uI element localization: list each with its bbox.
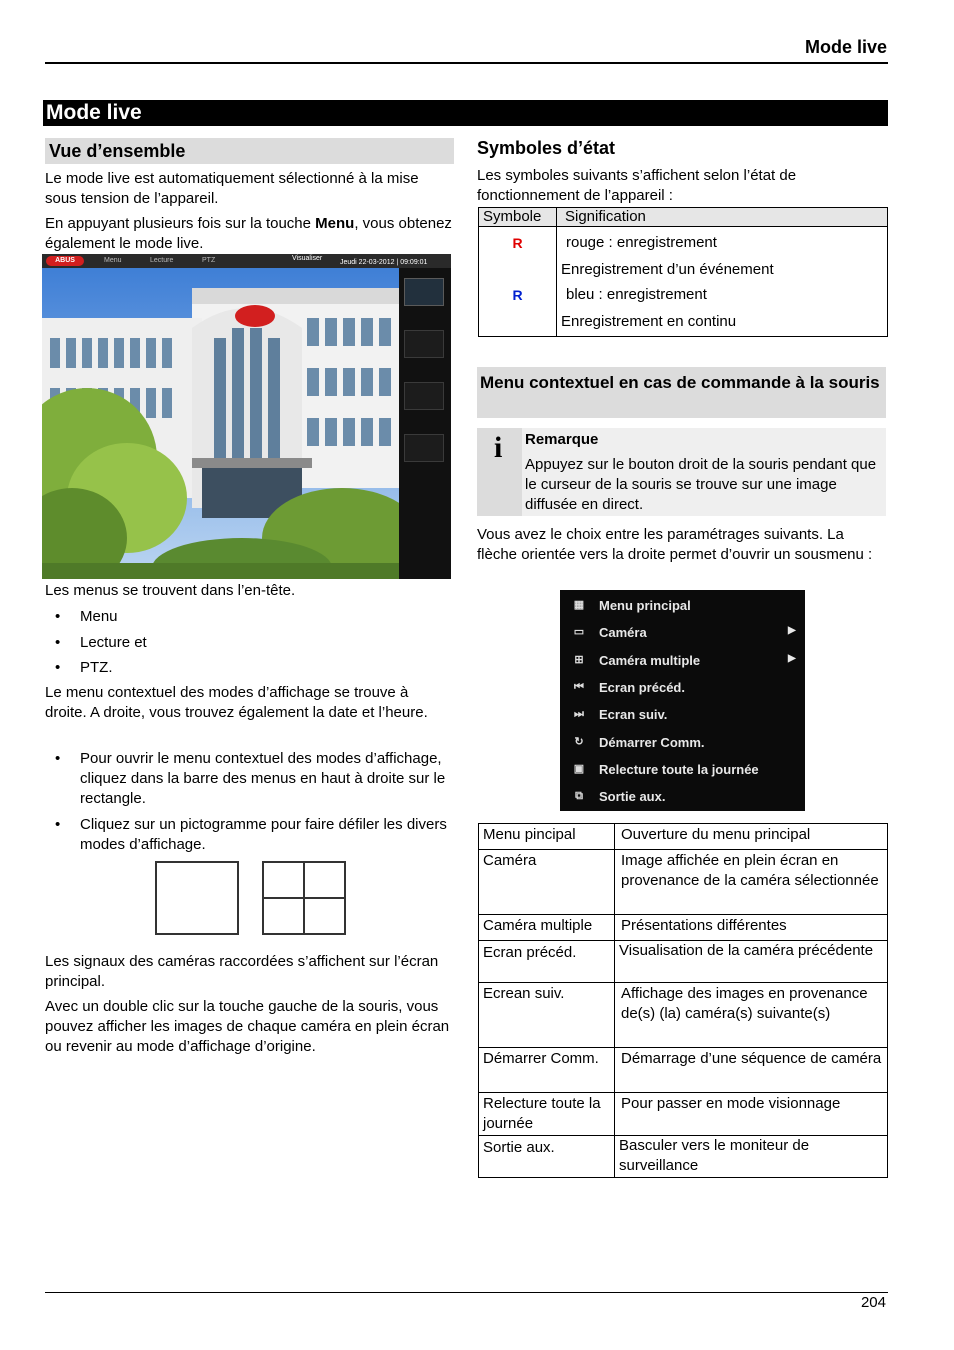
live-view-screenshot [42, 254, 451, 579]
settings-choice-text: Vous avez le choix entre les paramétrages suivants. La flèche orientée vers la droite permet d’ouvrir un sousmenu : [477, 526, 873, 563]
context-menu-heading: Menu contextuel en cas de commande à la souris [480, 373, 880, 392]
live-menu-bar [42, 254, 451, 268]
menus-in-header-text: Les menus se trouvent dans l’en-tête. [45, 582, 296, 599]
status-symbols-table [478, 207, 888, 337]
quad-view-mode-icon [262, 861, 346, 935]
table-row [479, 941, 888, 983]
table-row [479, 1093, 888, 1136]
symbols-col-header-symbol: Symbole [479, 208, 557, 227]
page-number: 204 [860, 1294, 886, 1311]
table-row [479, 850, 888, 915]
overview-heading: Vue d’ensemble [49, 141, 186, 161]
ctx-menu-item-full-day-playback[interactable]: ▣ Relecture toute la journée [573, 762, 759, 777]
desc-cell: Ouverture du menu principal [615, 824, 888, 850]
desc-cell: Pour passer en mode visionnage [615, 1093, 888, 1136]
list-item: • Cliquez sur un pictogramme pour faire défiler les divers modes d’affichage. [55, 816, 447, 853]
overview-paragraph-1: Le mode live est automatiquement sélectionné à la mise sous tension de l’appareil. [45, 170, 419, 207]
desc-cell: Image affichée en plein écran en provenance de la caméra sélectionnée [615, 850, 888, 915]
context-menu-description-table [478, 823, 888, 1178]
ctx-menu-item-next-screen[interactable]: ⏭ Ecran suiv. [574, 707, 668, 722]
submenu-arrow-icon: ▶ [788, 653, 796, 664]
note-box [477, 428, 886, 516]
overview-heading-bar [45, 138, 454, 164]
aux-output-icon: ⧉ [575, 790, 583, 802]
side-thumbnail-1[interactable] [404, 278, 444, 306]
table-row [479, 915, 888, 941]
next-icon: ⏭ [574, 708, 584, 720]
live-datetime: Jeudi 22-03-2012 | 09:09:01 [340, 259, 428, 266]
ctx-menu-item-aux-output[interactable]: ⧉ Sortie aux. [560, 784, 805, 811]
note-text: Appuyez sur le bouton droit de la souris pendant que le curseur de la souris se trouve sur une image diffusée en direct. [525, 456, 877, 513]
table-row [479, 824, 888, 850]
camera-signals-text: Les signaux des caméras raccordées s’affichent sur l’écran principal. [45, 953, 439, 990]
meaning-cell: bleu : enregistrement Enregistrement en continu [557, 283, 888, 337]
ctx-menu-item-camera-multiple[interactable]: ⊞ Caméra multiple ▶ [574, 653, 796, 668]
term-cell: Démarrer Comm. [479, 1048, 615, 1093]
side-thumbnail-4[interactable] [404, 434, 444, 462]
header-rule [45, 62, 888, 64]
live-menu-item-menu: Menu [104, 257, 122, 264]
table-row [479, 1048, 888, 1093]
symbols-intro: Les symboles suivants s’affichent selon l’état de fonctionnement de l’appareil : [477, 167, 797, 204]
context-menu-screenshot [560, 590, 805, 811]
desc-cell: Basculer vers le moniteur de surveillance [615, 1136, 888, 1178]
side-thumbnail-3[interactable] [404, 382, 444, 410]
symbol-cell [479, 227, 557, 283]
menu-key-name: Menu [315, 215, 355, 232]
table-row [479, 1136, 888, 1178]
cycle-icon: ↻ [574, 736, 584, 748]
info-icon: i [494, 431, 503, 464]
abus-logo: ABUS [46, 256, 84, 266]
single-view-mode-icon [155, 861, 239, 935]
list-item: • Pour ouvrir le menu contextuel des modes d’affichage, cliquez dans la barre des menus en haut à droite sur le rectangle. [55, 750, 446, 807]
playback-icon: ▣ [573, 763, 585, 775]
running-header-title: Mode live [804, 37, 887, 57]
ctx-menu-item-camera[interactable]: ▭ Caméra ▶ [573, 625, 796, 640]
blue-r-symbol: R [512, 286, 523, 303]
double-click-text: Avec un double clic sur la touche gauche de la souris, vous pouvez afficher les images de chaque caméra en plein écran ou revenir au mode d’affichage d’origine. [45, 998, 450, 1055]
desc-cell: Affichage des images en provenance de(s) (la) caméra(s) suivante(s) [615, 983, 888, 1048]
list-item: • Menu [55, 608, 118, 625]
grid-icon: ▦ [573, 599, 585, 611]
submenu-arrow-icon: ▶ [788, 625, 796, 636]
term-cell: Ecran précéd. [479, 941, 615, 983]
single-screen-icon: ▭ [573, 626, 585, 638]
meaning-cell: rouge : enregistrement Enregistrement d’un événement [557, 227, 888, 283]
term-cell: Menu pincipal [479, 824, 615, 850]
symbols-heading: Symboles d’état [477, 138, 616, 158]
context-menu-heading-bar [477, 367, 886, 418]
section-title-bar [43, 100, 888, 126]
previous-icon: ⏮ [574, 681, 584, 693]
note-title: Remarque [525, 431, 599, 448]
instruction-bullet-list [45, 749, 455, 855]
ctx-menu-item-previous-screen[interactable]: ⏮ Ecran précéd. [574, 680, 685, 695]
symbols-col-header-meaning: Signification [557, 208, 888, 227]
display-mode-side-panel[interactable] [399, 268, 451, 579]
footer-rule [45, 1292, 888, 1293]
section-title: Mode live [46, 101, 142, 124]
term-cell: Caméra multiple [479, 915, 615, 941]
overview-paragraph-2: En appuyant plusieurs fois sur la touche Menu, vous obtenez également le mode live. [45, 215, 452, 252]
live-visualiser-label: Visualiser [292, 255, 323, 262]
list-item: • Lecture et [55, 634, 147, 651]
desc-cell: Démarrage d’une séquence de caméra [615, 1048, 888, 1093]
side-thumbnail-2[interactable] [404, 330, 444, 358]
live-menu-item-ptz: PTZ [202, 257, 216, 264]
note-icon-column [477, 428, 522, 516]
context-menu-location-text: Le menu contextuel des modes d’affichage se trouve à droite. A droite, vous trouvez également la date et l’heure. [45, 684, 428, 721]
ctx-menu-item-menu-principal[interactable]: ▦ Menu principal [573, 598, 691, 613]
red-r-symbol: R [512, 235, 523, 251]
building-photo [42, 268, 399, 579]
table-row [479, 983, 888, 1048]
multi-screen-icon: ⊞ [574, 654, 584, 666]
desc-cell: Visualisation de la caméra précédente [615, 941, 888, 983]
ctx-menu-item-start-cycle[interactable]: ↻ Démarrer Comm. [574, 735, 705, 750]
term-cell: Caméra [479, 850, 615, 915]
symbol-cell [479, 283, 557, 337]
desc-cell: Présentations différentes [615, 915, 888, 941]
live-menu-item-lecture: Lecture [150, 257, 174, 264]
term-cell: Ecrean suiv. [479, 983, 615, 1048]
term-cell: Relecture toute la journée [479, 1093, 615, 1136]
term-cell: Sortie aux. [479, 1136, 615, 1178]
list-item: • PTZ. [55, 659, 113, 676]
menu-bullet-list [45, 607, 453, 678]
